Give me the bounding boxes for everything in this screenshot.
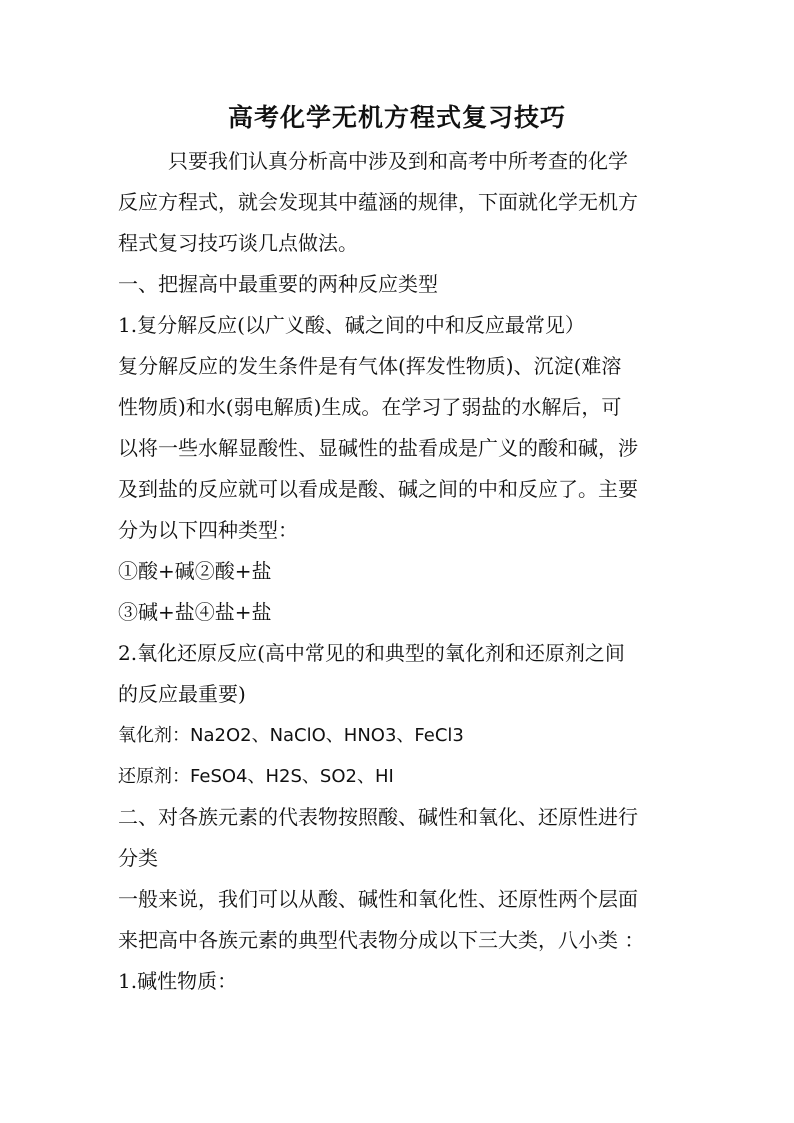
paragraph-line: 的反应最重要) bbox=[118, 682, 246, 706]
oxidizer-list: 氧化剂：Na2O2、NaClO、HNO3、FeCl3 bbox=[118, 725, 464, 746]
document-body bbox=[118, 141, 678, 1002]
reducer-list: 还原剂：FeSO4、H2S、SO2、HI bbox=[118, 766, 394, 787]
paragraph-line: 来把高中各族元素的典型代表物分成以下三大类，八小类 ： bbox=[118, 928, 645, 952]
paragraph-line: 只要我们认真分析高中涉及到和高考中所考查的化学 bbox=[168, 149, 628, 173]
subsection-heading: 1.复分解反应(以广义酸、碱之间的中和反应最常见） bbox=[118, 313, 585, 337]
subsection-heading: 2.氧化还原反应(高中常见的和典型的氧化剂和还原剂之间 bbox=[118, 641, 625, 665]
paragraph-line: 及到盐的反应就可以看成是酸、碱之间的中和反应了。主要 bbox=[118, 477, 638, 501]
paragraph-line: 性物质)和水(弱电解质)生成。在学习了弱盐的水解后，可 bbox=[118, 395, 622, 419]
subsection-heading: 1.碱性物质： bbox=[118, 969, 238, 993]
section-heading: 二、对各族元素的代表物按照酸、碱性和氧化、还原性进行 bbox=[118, 805, 638, 829]
paragraph-line: 一般来说，我们可以从酸、碱性和氧化性、还原性两个层面 bbox=[118, 887, 638, 911]
reaction-type-line: ①酸+碱②酸+盐 bbox=[118, 559, 272, 583]
paragraph-line: 以将一些水解显酸性、显碱性的盐看成是广义的酸和碱，涉 bbox=[118, 436, 638, 460]
paragraph-line: 反应方程式，就会发现其中蕴涵的规律，下面就化学无机方 bbox=[118, 190, 638, 214]
paragraph-line: 分为以下四种类型： bbox=[118, 518, 298, 542]
section-heading: 分类 bbox=[118, 846, 158, 870]
section-heading: 一、把握高中最重要的两种反应类型 bbox=[118, 272, 438, 296]
document-title: 高考化学无机方程式复习技巧 bbox=[227, 103, 566, 132]
reaction-type-line: ③碱+盐④盐+盐 bbox=[118, 600, 272, 624]
paragraph-line: 复分解反应的发生条件是有气体(挥发性物质)、沉淀(难溶 bbox=[118, 354, 622, 378]
paragraph-line: 程式复习技巧谈几点做法。 bbox=[118, 231, 358, 255]
